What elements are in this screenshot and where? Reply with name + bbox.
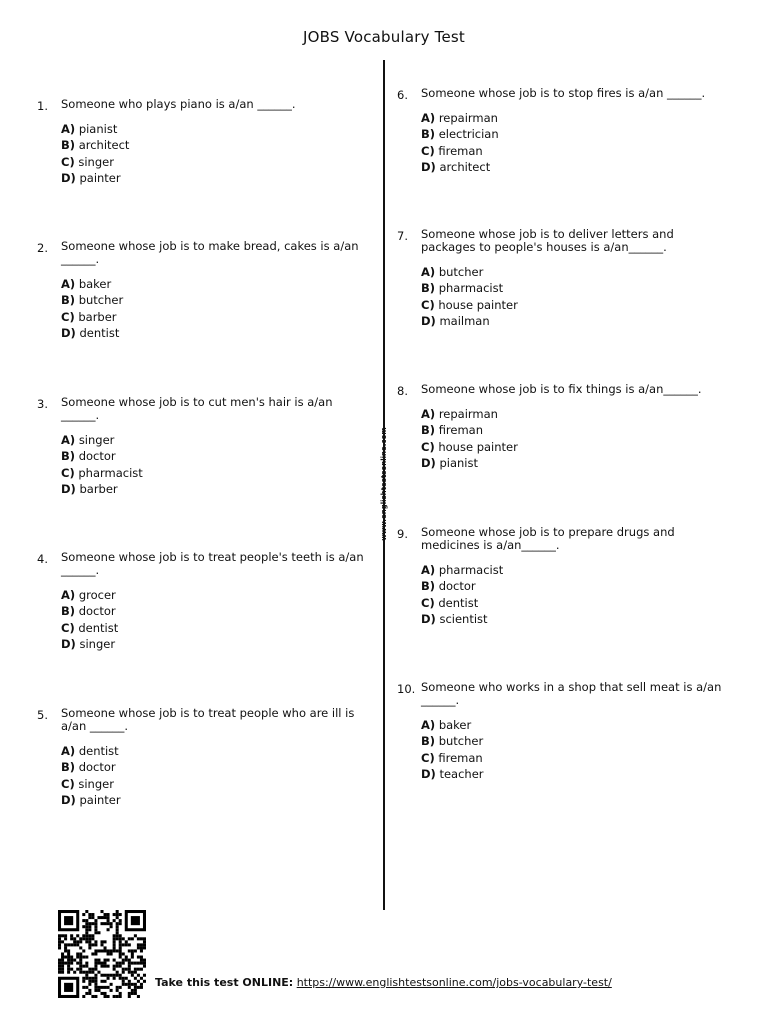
option-text: electrician [438,127,499,142]
option-text: doctor [78,604,116,619]
question-3 [37,396,367,498]
question-text: Someone whose job is to make bread, cakes is a/an ______. [61,239,359,266]
option-letter: A) [61,433,76,447]
option-text: doctor [78,449,116,464]
answer-options [421,406,727,472]
answer-option [61,743,367,759]
option-letter: B) [421,127,436,142]
question-4 [37,551,367,653]
option-letter: C) [61,309,75,324]
option-text: repairman [438,407,498,421]
answer-option [61,154,367,170]
option-text: singer [79,637,116,652]
option-letter: A) [421,265,436,279]
option-text: singer [78,776,114,791]
answer-option [61,448,367,464]
option-text: painter [79,793,121,808]
question-text: Someone whose job is to prepare drugs and medicines is a/an______. [421,525,675,552]
option-text: scientist [439,612,488,627]
option-text: dentist [79,326,120,341]
question-number: 5. [37,708,48,722]
option-text: dentist [78,744,119,758]
question-number: 2. [37,241,48,255]
answer-option [421,422,727,438]
option-letter: A) [421,718,436,732]
question-7 [397,228,727,330]
option-letter: A) [61,588,76,602]
question-text: Someone who works in a shop that sell meat is a/an ______. [421,680,722,707]
option-text: grocer [78,588,116,602]
option-text: singer [78,433,115,447]
question-text: Someone who plays piano is a/an ______. [61,97,296,111]
option-text: dentist [438,595,479,610]
option-text: pharmacist [438,563,504,577]
answer-option [61,603,367,619]
answer-option [421,595,727,611]
answer-option [421,455,727,471]
answer-option [61,792,367,808]
answer-option [421,766,727,782]
option-letter: C) [61,465,75,480]
option-text: baker [78,277,112,291]
answer-option [421,578,727,594]
option-letter: A) [421,111,436,125]
side-watermark-url: www.englishtestsonline.com [380,427,388,541]
answer-option [61,587,367,603]
option-text: fireman [438,750,483,765]
online-test-cta [155,976,612,989]
question-text: Someone whose job is to deliver letters and packages to people's houses is a/an______. [421,227,674,254]
answer-option [421,264,727,280]
answer-option [61,137,367,153]
answer-option [421,110,727,126]
online-test-label: Take this test ONLINE: [155,976,294,989]
option-text: butcher [438,734,484,749]
answer-option [421,126,727,142]
answer-options [421,562,727,628]
question-1 [37,98,367,187]
question-6 [397,87,727,176]
option-letter: B) [61,449,76,464]
question-text: Someone whose job is to stop fires is a/an ______. [421,86,706,100]
answer-option [421,750,727,766]
option-letter: D) [421,612,436,627]
answer-option [421,611,727,627]
answer-option [61,170,367,186]
option-letter: B) [61,760,76,775]
question-text: Someone whose job is to fix things is a/an______. [421,382,702,396]
option-text: butcher [438,265,484,279]
option-letter: B) [61,138,76,153]
question-number: 10. [397,682,416,696]
option-text: baker [438,718,472,732]
answer-option [61,620,367,636]
option-letter: B) [421,423,436,438]
answer-option [421,297,727,313]
answer-option [421,439,727,455]
answer-option [61,325,367,341]
answer-options [61,743,367,809]
option-letter: A) [61,122,76,136]
question-number: 9. [397,527,408,541]
option-letter: B) [421,734,436,749]
option-letter: C) [421,595,435,610]
answer-options [421,110,727,176]
option-text: pharmacist [78,465,143,480]
option-text: singer [78,154,114,169]
question-number: 3. [37,397,48,411]
option-letter: D) [421,160,436,175]
answer-option [61,292,367,308]
option-text: barber [78,309,117,324]
question-number: 4. [37,552,48,566]
answer-options [61,121,367,187]
answer-options [61,432,367,498]
question-text: Someone whose job is to treat people's teeth is a/an ______. [61,550,364,577]
option-text: architect [78,138,130,153]
option-text: fireman [438,423,484,438]
answer-option [61,309,367,325]
option-letter: C) [61,620,75,635]
question-text: Someone whose job is to treat people who are ill is a/an ______. [61,706,355,733]
answer-option [61,432,367,448]
answer-options [61,587,367,653]
option-letter: C) [421,297,435,312]
option-text: house painter [438,439,518,454]
option-text: mailman [439,314,490,329]
option-letter: D) [61,482,76,497]
question-number: 6. [397,88,408,102]
answer-option [421,733,727,749]
question-number: 7. [397,229,408,243]
question-number: 8. [397,384,408,398]
answer-option [421,280,727,296]
option-letter: D) [61,171,76,186]
option-text: fireman [438,143,483,158]
question-text: Someone whose job is to cut men's hair is a/an ______. [61,395,333,422]
option-letter: A) [61,277,76,291]
option-letter: B) [61,293,76,308]
question-9 [397,526,727,628]
answer-option [421,143,727,159]
option-text: pianist [439,456,478,471]
option-letter: A) [421,563,436,577]
answer-option [61,276,367,292]
question-8 [397,383,727,472]
answer-options [421,717,727,783]
option-text: barber [79,482,118,497]
option-letter: B) [421,579,436,594]
option-letter: B) [421,281,436,296]
option-letter: A) [61,744,76,758]
answer-option [421,717,727,733]
option-text: dentist [78,620,119,635]
question-5 [37,707,367,809]
option-letter: C) [421,143,435,158]
option-letter: C) [61,154,75,169]
answer-options [61,276,367,342]
answer-option [61,481,367,497]
option-letter: C) [421,439,435,454]
answer-option [421,562,727,578]
qr-code-icon[interactable] [57,910,147,998]
answer-option [61,636,367,652]
online-test-link[interactable]: https://www.englishtestsonline.com/jobs-vocabulary-test/ [296,976,612,989]
answer-option [61,759,367,775]
question-2 [37,240,367,342]
answer-option [421,406,727,422]
option-text: doctor [438,579,476,594]
answer-option [61,776,367,792]
option-letter: D) [421,456,436,471]
answer-option [421,313,727,329]
question-10 [397,681,727,783]
option-text: pharmacist [438,281,504,296]
option-text: doctor [78,760,116,775]
option-text: repairman [438,111,498,125]
answer-option [61,121,367,137]
answer-option [421,159,727,175]
option-text: painter [79,171,121,186]
option-letter: B) [61,604,76,619]
option-text: butcher [78,293,124,308]
answer-options [421,264,727,330]
answer-option [61,465,367,481]
option-text: architect [439,160,491,175]
option-letter: D) [421,314,436,329]
option-letter: D) [61,326,76,341]
option-letter: D) [61,793,76,808]
option-text: teacher [439,767,484,782]
option-letter: A) [421,407,436,421]
page-title: JOBS Vocabulary Test [303,28,465,46]
option-letter: D) [421,767,436,782]
option-letter: C) [421,750,435,765]
question-number: 1. [37,99,48,113]
option-text: house painter [438,297,518,312]
option-text: pianist [78,122,118,136]
option-letter: C) [61,776,75,791]
option-letter: D) [61,637,76,652]
